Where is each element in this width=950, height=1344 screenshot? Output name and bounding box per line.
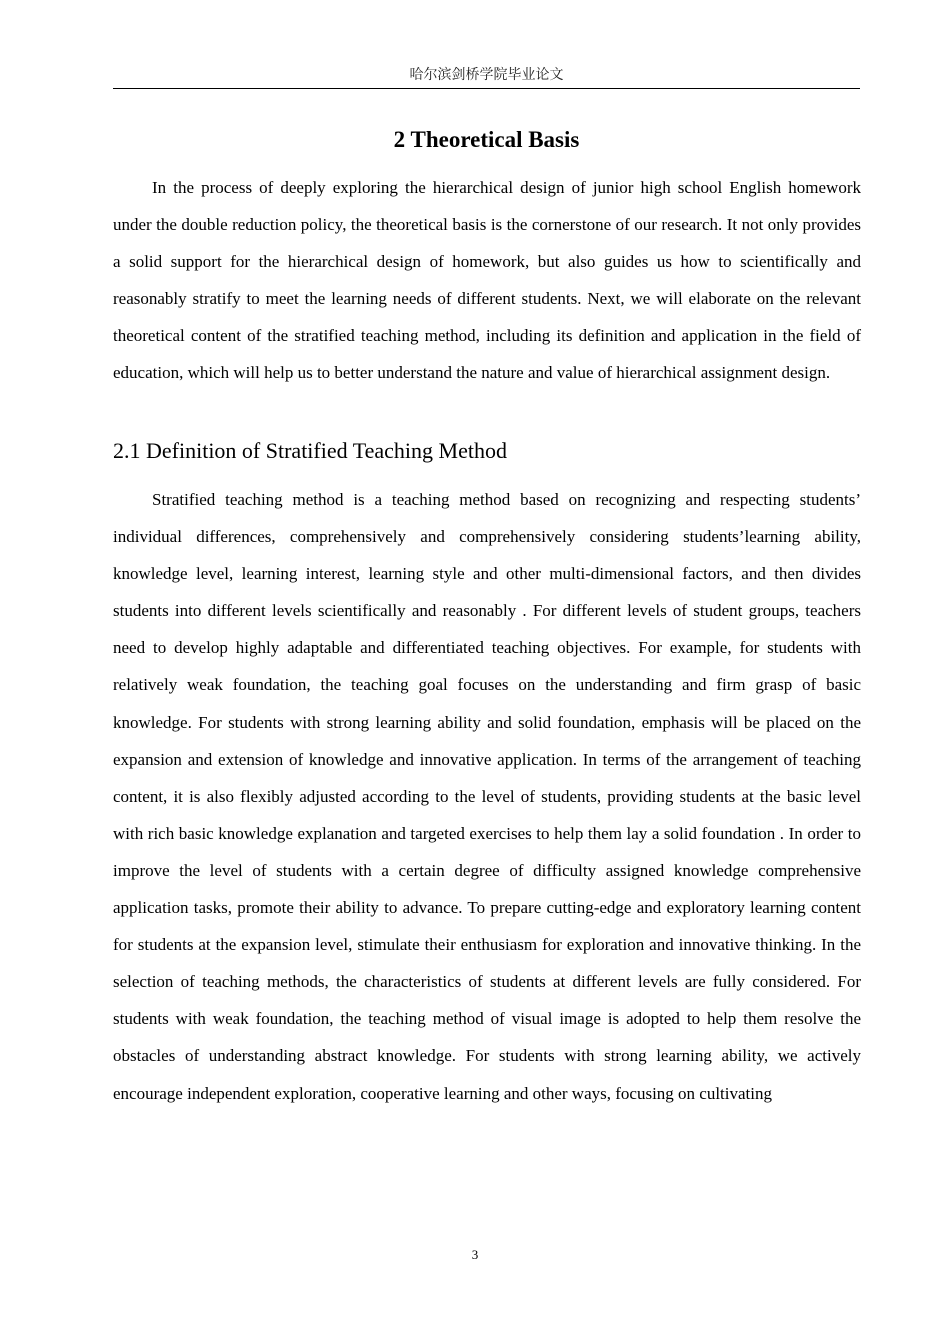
intro-paragraph: In the process of deeply exploring the hierarchical design of junior high school English homework under the double reduction policy, the theoretical basis is the cornerstone of our research. It not only provides a solid support for the hierarchical design of homework, but also guides us how to scientifically and reasonably stratify to meet the learning needs of different students. Next, we will elaborate on the relevant theoretical content of the stratified teaching method, including its definition and application in the field of education, which will help us to better understand the nature and value of hierarchical assignment design. [113,178,861,383]
chapter-title: 2 Theoretical Basis [393,127,580,152]
page-number: 3 [471,1247,479,1262]
header-divider [113,88,860,89]
section-2-1-paragraph: Stratified teaching method is a teaching method based on recognizing and respecting students’ individual differences, comprehensively and comprehensively considering students’learning ability, knowledge level, learning interest, learning style and other multi-dimensional factors, and then divides students into different levels scientifically and reasonably . For different levels of student groups, teachers need to develop highly adaptable and differentiated teaching objectives. For example, for students with relatively weak foundation, the teaching goal focuses on the understanding and firm grasp of basic knowledge. For students with strong learning ability and solid foundation, emphasis will be placed on the expansion and extension of knowledge and innovative application. In terms of the arrangement of teaching content, it is also flexibly adjusted according to the level of students, providing students at the basic level with rich basic knowledge explanation and targeted exercises to help them lay a solid foundation . In order to improve the level of students with a certain degree of difficulty assigned knowledge comprehensive application tasks, promote their ability to advance. To prepare cutting-edge and exploratory learning content for students at the expansion level, stimulate their enthusiasm for exploration and innovative thinking. In the selection of teaching methods, the characteristics of students at different levels are fully considered. For students with weak foundation, the teaching method of visual image is adopted to help them resolve the obstacles of understanding abstract knowledge. For students with strong learning ability, we actively encourage independent exploration, cooperative learning and other ways, focusing on cultivating [113,490,861,1103]
section-heading-2-1: 2.1 Definition of Stratified Teaching Method [113,438,507,463]
running-header: 哈尔滨剑桥学院毕业论文 [409,67,564,83]
